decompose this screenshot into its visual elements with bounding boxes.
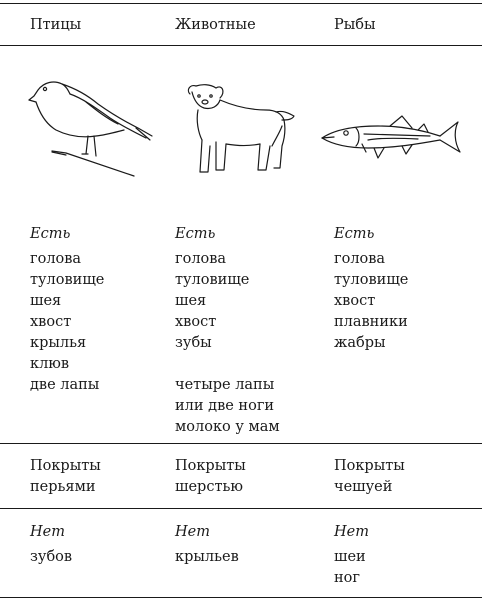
none-label-animals: Нет (175, 524, 210, 540)
covered-label-birds: Покрыты (30, 458, 101, 474)
top-rule (0, 3, 482, 4)
bottom-rule (0, 597, 482, 598)
covered-value-fish: чешуей (334, 479, 393, 495)
fish-icon (318, 112, 464, 168)
list-item: шея (175, 293, 207, 309)
list-item: крыльев (175, 549, 239, 565)
header-rule (0, 45, 482, 46)
list-item: туловище (334, 272, 409, 288)
list-item: голова (175, 251, 227, 267)
list-item: ног (334, 570, 360, 586)
list-item: крылья (30, 335, 87, 351)
list-item: или две ноги (175, 398, 275, 414)
list-item: зубы (175, 335, 212, 351)
list-item: молоко у мам (175, 419, 280, 435)
section-rule-none (0, 508, 482, 509)
list-item: хвост (334, 293, 376, 309)
header-animals: Животные (175, 17, 256, 33)
section-rule-covered (0, 443, 482, 444)
dog-icon (184, 80, 299, 180)
list-item: жабры (334, 335, 386, 351)
bird-icon (26, 72, 161, 180)
covered-label-fish: Покрыты (334, 458, 405, 474)
header-fish: Рыбы (334, 17, 376, 33)
none-label-fish: Нет (334, 524, 369, 540)
list-item: плавники (334, 314, 408, 330)
header-birds: Птицы (30, 17, 82, 33)
none-label-birds: Нет (30, 524, 65, 540)
list-item: четыре лапы (175, 377, 275, 393)
covered-value-animals: шерстью (175, 479, 244, 495)
list-item: шеи (334, 549, 366, 565)
list-item: две лапы (30, 377, 100, 393)
list-item: зубов (30, 549, 73, 565)
list-item: голова (334, 251, 386, 267)
list-item: шея (30, 293, 62, 309)
list-item: клюв (30, 356, 70, 372)
covered-value-birds: перьями (30, 479, 96, 495)
has-label-birds: Есть (30, 226, 71, 242)
list-item: голова (30, 251, 82, 267)
list-item: хвост (30, 314, 72, 330)
list-item: туловище (175, 272, 250, 288)
has-label-animals: Есть (175, 226, 216, 242)
has-label-fish: Есть (334, 226, 375, 242)
list-item: туловище (30, 272, 105, 288)
list-item: хвост (175, 314, 217, 330)
covered-label-animals: Покрыты (175, 458, 246, 474)
